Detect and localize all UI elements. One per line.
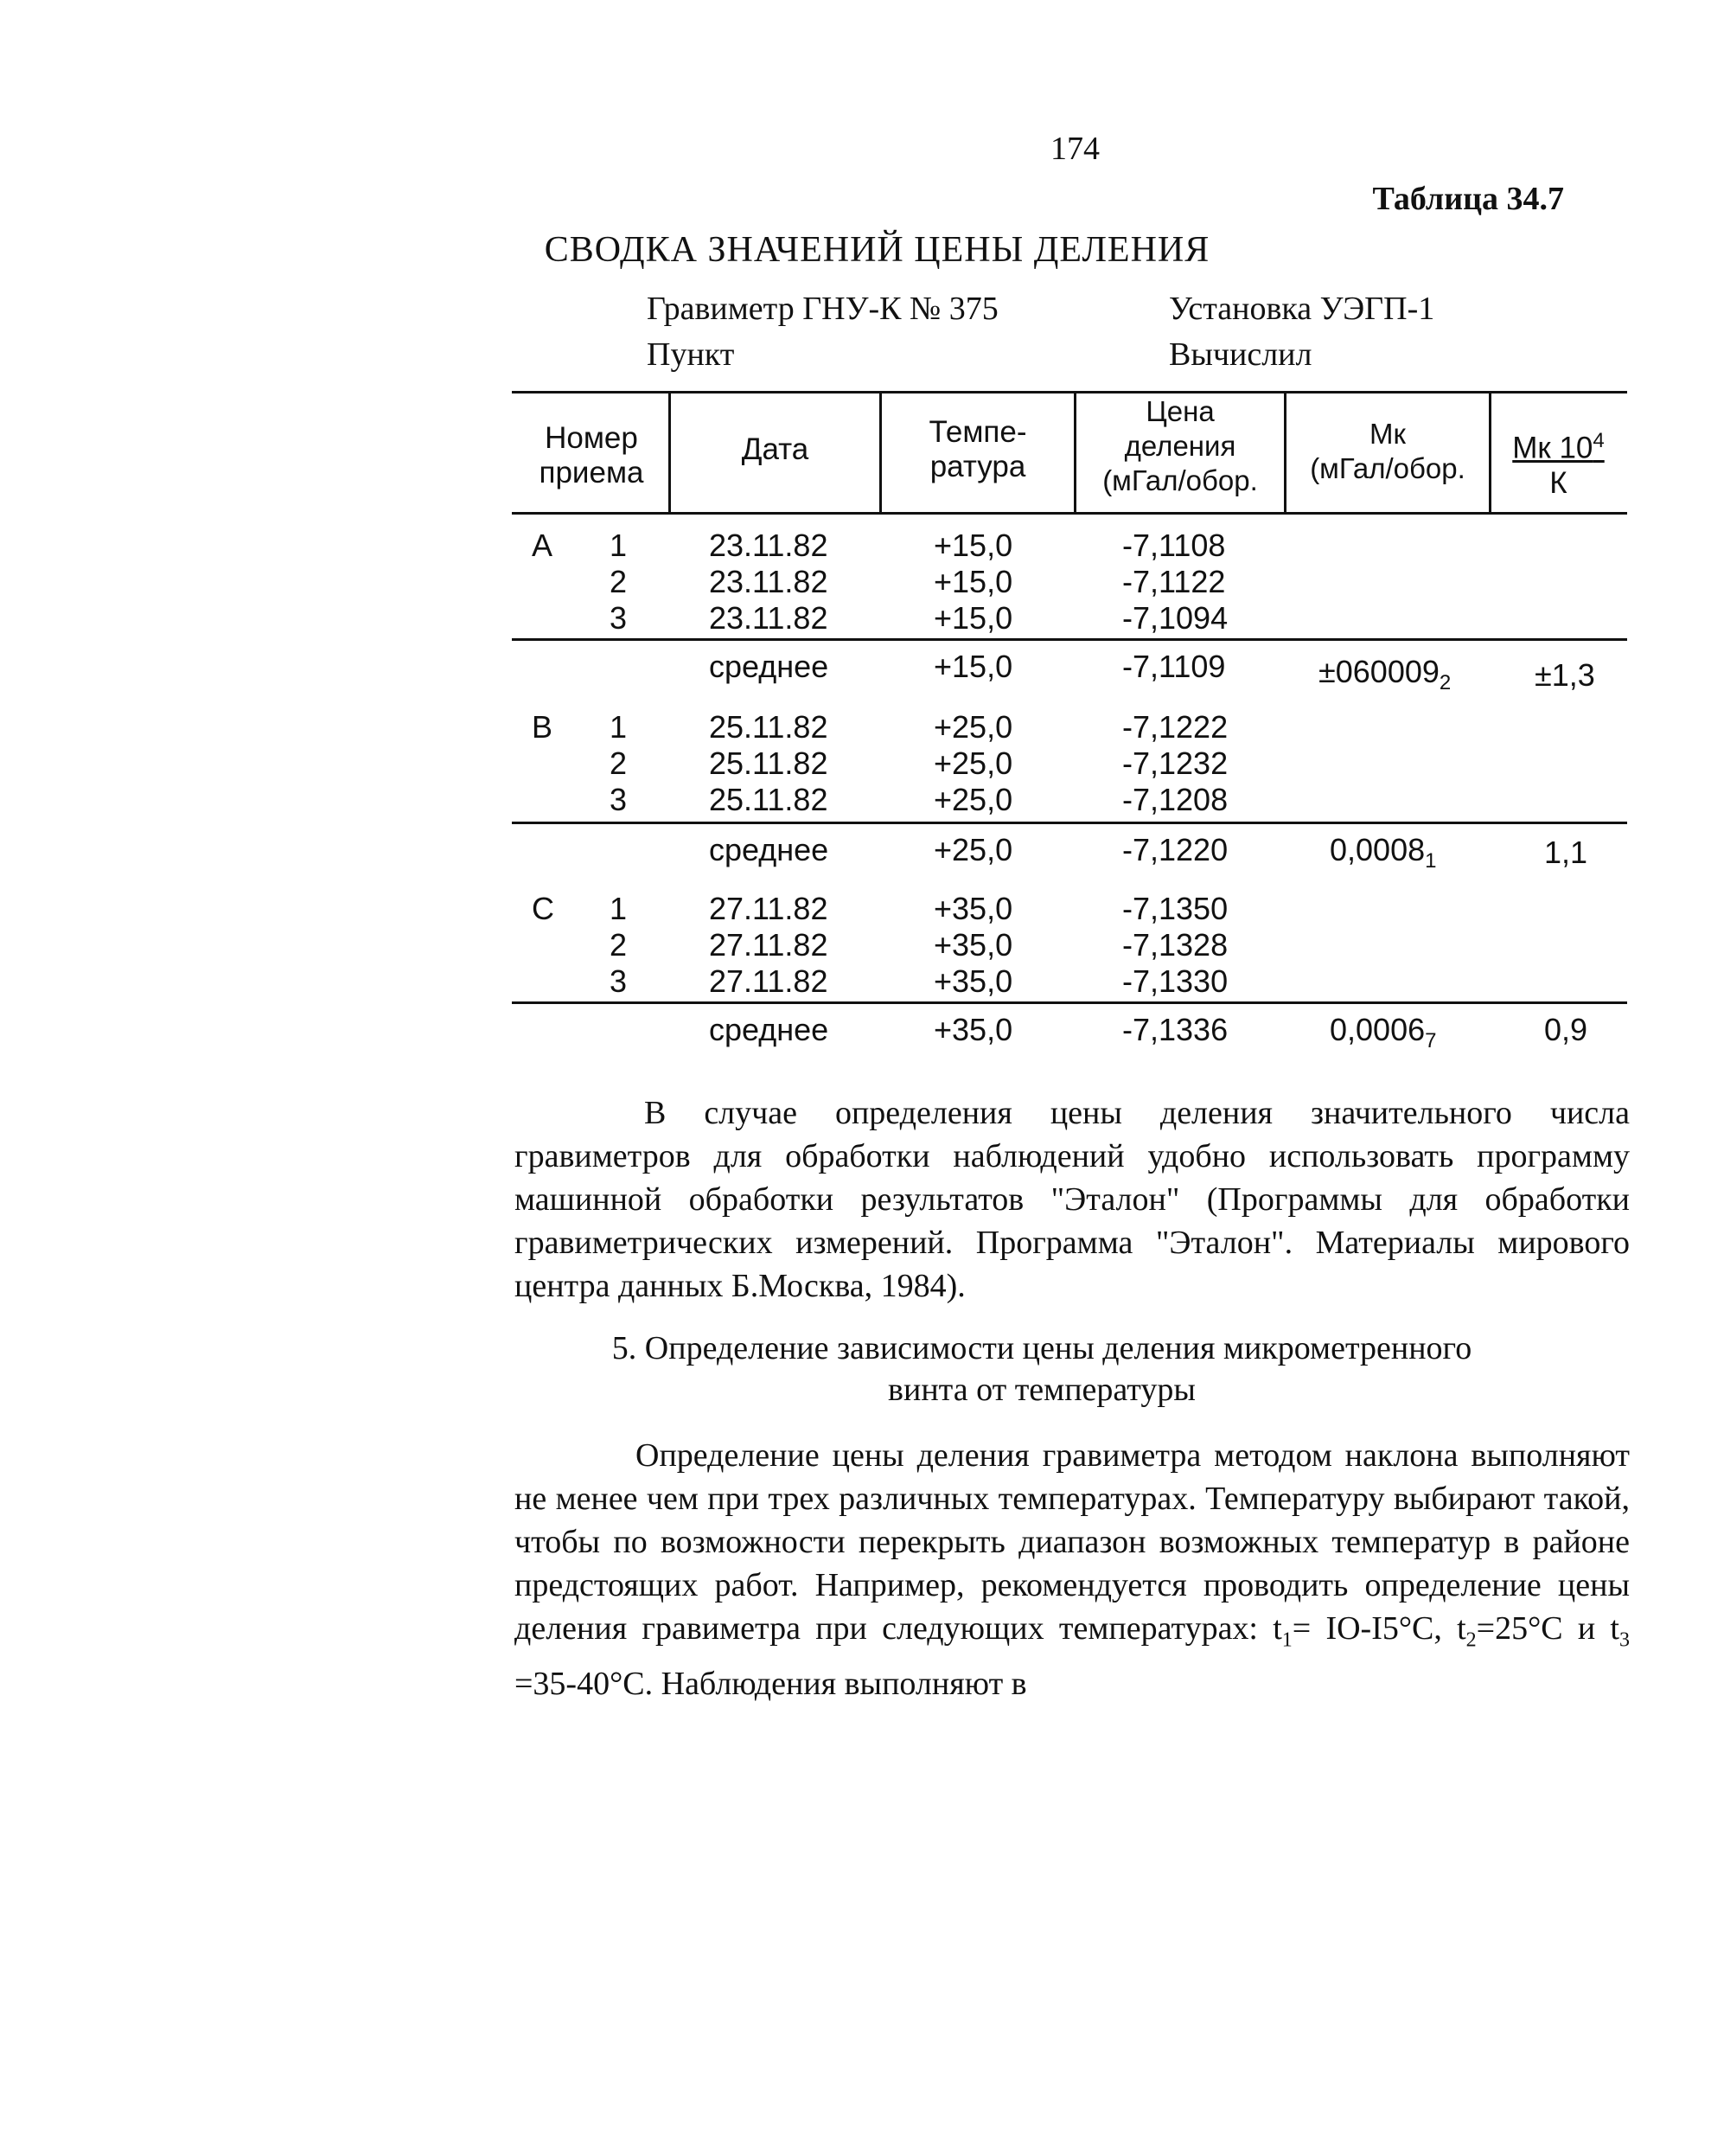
row-temp: +35,0 xyxy=(934,927,1013,963)
row-number: 2 xyxy=(610,745,628,781)
table-header-rule xyxy=(512,512,1627,515)
header-temp-line2: ратура xyxy=(929,450,1026,483)
row-temp: +35,0 xyxy=(934,963,1013,999)
header-mkk-numerator xyxy=(1491,424,1625,466)
row-number: 3 xyxy=(610,782,628,817)
paragraph-calibration-note xyxy=(514,1091,1630,1308)
header-mk xyxy=(1286,417,1489,486)
row-price: -7,1122 xyxy=(1122,564,1226,599)
group-rule xyxy=(512,1001,1627,1004)
gravimeter-label: Гравиметр ГНУ-К № 375 xyxy=(647,291,999,327)
mean-mk-value: 0,0006 xyxy=(1330,1012,1426,1047)
row-temp: +25,0 xyxy=(934,745,1013,781)
row-price: -7,1208 xyxy=(1122,782,1229,817)
row-price: -7,1232 xyxy=(1122,745,1229,781)
mean-mk-sub: 7 xyxy=(1425,1029,1437,1053)
row-date: 25.11.82 xyxy=(709,745,828,781)
group-label: C xyxy=(532,891,554,926)
row-number: 1 xyxy=(610,709,628,745)
section-heading-line2: винта от температуры xyxy=(888,1372,1196,1408)
mean-mkk: ±1,3 xyxy=(1535,657,1595,693)
t2-subscript: 2 xyxy=(1465,1628,1477,1652)
mean-temp: +25,0 xyxy=(934,832,1013,867)
mean-temp: +35,0 xyxy=(934,1012,1013,1047)
t2-value: =25°C и t xyxy=(1476,1610,1619,1647)
header-temp-line1: Темпе- xyxy=(929,415,1027,449)
group-label: A xyxy=(532,528,553,563)
header-mk-line1: Мк xyxy=(1369,418,1406,450)
header-price-line3: (мГал/обор. xyxy=(1102,464,1258,496)
page-number: 174 xyxy=(1050,131,1100,167)
mean-mk xyxy=(1330,832,1436,873)
group-rule xyxy=(512,822,1627,824)
header-reception-line1: Номер xyxy=(545,421,638,455)
row-number: 3 xyxy=(610,963,628,999)
point-label: Пункт xyxy=(647,336,735,373)
mean-temp: +15,0 xyxy=(934,649,1013,684)
row-date: 25.11.82 xyxy=(709,782,828,817)
row-number: 2 xyxy=(610,927,628,963)
header-mkk-sup: 4 xyxy=(1593,429,1605,452)
row-temp: +35,0 xyxy=(934,891,1013,926)
row-price: -7,1328 xyxy=(1122,927,1229,963)
header-temperature xyxy=(882,415,1074,484)
header-mk-per-k xyxy=(1491,424,1625,501)
row-date: 27.11.82 xyxy=(709,963,828,999)
section-heading-line1: 5. Определение зависимости цены деления микрометренного xyxy=(611,1330,1472,1366)
mean-mkk: 1,1 xyxy=(1544,835,1588,870)
row-date: 27.11.82 xyxy=(709,891,828,926)
row-temp: +25,0 xyxy=(934,782,1013,817)
row-price: -7,1094 xyxy=(1122,600,1229,636)
table-title: СВОДКА ЗНАЧЕНИЙ ЦЕНЫ ДЕЛЕНИЯ xyxy=(544,230,1210,270)
row-price: -7,1108 xyxy=(1122,528,1226,563)
installation-label: Установка УЭГП-1 xyxy=(1169,291,1435,327)
table-top-rule xyxy=(512,391,1627,393)
mean-price: -7,1336 xyxy=(1122,1012,1229,1047)
header-mkk-num-text: Мк 10 xyxy=(1512,431,1593,465)
header-reception xyxy=(514,421,668,490)
row-temp: +25,0 xyxy=(934,709,1013,745)
t1-value: = IO-I5°C, t xyxy=(1292,1610,1466,1647)
t1-subscript: 1 xyxy=(1281,1628,1293,1652)
mean-mk xyxy=(1330,1012,1436,1053)
row-date: 23.11.82 xyxy=(709,564,828,599)
mean-mkk: 0,9 xyxy=(1544,1012,1588,1047)
table-number: Таблица 34.7 xyxy=(1372,181,1564,217)
header-division-price xyxy=(1076,394,1284,498)
paragraph-temperature-method xyxy=(514,1434,1630,1705)
header-date: Дата xyxy=(741,432,809,466)
row-price: -7,1222 xyxy=(1122,709,1229,745)
row-number: 1 xyxy=(610,891,628,926)
row-price: -7,1350 xyxy=(1122,891,1229,926)
header-price-line2: деления xyxy=(1124,430,1236,462)
mean-price: -7,1109 xyxy=(1122,649,1226,684)
mean-price: -7,1220 xyxy=(1122,832,1229,867)
row-number: 3 xyxy=(610,600,628,636)
t3-value: =35-40°C. Наблюдения выполняют в xyxy=(514,1665,1027,1702)
section-heading xyxy=(484,1328,1599,1411)
header-price-line1: Цена xyxy=(1146,395,1215,427)
mean-label: среднее xyxy=(709,649,829,684)
paragraph1-text: В случае определения цены деления значительного числа гравиметров для обработки наблюдений удобно использовать программу машинной обработки результатов "Эталон" (Программы для обработки гравиметрических измерений. Программа "Эталон". Материалы мирового центра данных Б.Москва, 1984). xyxy=(514,1095,1630,1304)
mean-mk-sub: 2 xyxy=(1439,671,1452,695)
row-number: 2 xyxy=(610,564,628,599)
group-label: B xyxy=(532,709,553,745)
group-rule xyxy=(512,638,1627,641)
row-price: -7,1330 xyxy=(1122,963,1229,999)
paragraph2-text: Определение цены деления гравиметра методом наклона выполняют не менее чем при трех различных температурах. Температуру выбирают такой, чтобы по возможности перекрыть диапазон возможных температур в районе предстоящих работ. Например, рекомендуется проводить определение цены деления гравиметра при следующих температурах: t xyxy=(514,1437,1630,1647)
row-date: 23.11.82 xyxy=(709,600,828,636)
row-date: 25.11.82 xyxy=(709,709,828,745)
mean-label: среднее xyxy=(709,1012,829,1047)
row-temp: +15,0 xyxy=(934,600,1013,636)
row-number: 1 xyxy=(610,528,628,563)
row-date: 23.11.82 xyxy=(709,528,828,563)
mean-mk-sub: 1 xyxy=(1425,849,1437,873)
row-temp: +15,0 xyxy=(934,528,1013,563)
header-mk-line2: (мГал/обор. xyxy=(1310,452,1465,484)
computed-by-label: Вычислил xyxy=(1169,336,1312,373)
mean-mk-value: 0,0008 xyxy=(1330,832,1426,867)
row-temp: +15,0 xyxy=(934,564,1013,599)
mean-label: среднее xyxy=(709,832,829,867)
mean-mk-value: ±060009 xyxy=(1318,654,1440,689)
row-date: 27.11.82 xyxy=(709,927,828,963)
mean-mk xyxy=(1318,654,1451,695)
header-mkk-denominator: К xyxy=(1549,465,1567,500)
header-reception-line2: приема xyxy=(539,456,644,489)
t3-subscript: 3 xyxy=(1619,1628,1630,1652)
